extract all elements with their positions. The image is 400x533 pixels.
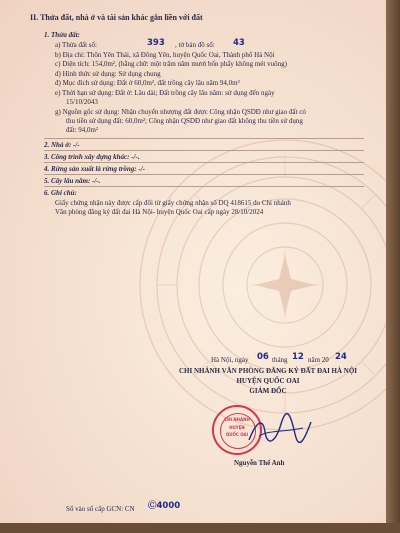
usage-term-line1: e) Thời hạn sử dụng: Đất ở: Lâu dài; Đất trồng cây lâu năm: sử dụng đến ngày bbox=[55, 89, 275, 97]
page-edge-right bbox=[386, 0, 400, 533]
notes-heading: 6. Ghi chú: bbox=[44, 189, 77, 197]
usage-origin-line3: đất: 94,0m² bbox=[66, 126, 99, 134]
other-construction-section: 3. Công trình xây dựng khác: -/-. bbox=[44, 153, 140, 161]
seal-text-line2: HUYỆN bbox=[229, 425, 245, 430]
date-day: 06 bbox=[257, 352, 269, 362]
map-sheet-value: 43 bbox=[233, 38, 245, 48]
date-year: 24 bbox=[335, 352, 347, 362]
usage-purpose: đ) Mục đích sử dụng: Đất ở 60,0m², đất trồng cây lâu năm 94,0m² bbox=[55, 79, 240, 87]
divider bbox=[44, 186, 364, 187]
issuing-office-line1: CHI NHÁNH VĂN PHÒNG ĐĂNG KÝ ĐẤT ĐAI HÀ NỘI bbox=[178, 367, 358, 375]
parcel-address: b) Địa chỉ: Thôn Yên Thái, xã Đông Yên, huyện Quốc Oai, Thành phố Hà Nội bbox=[55, 51, 275, 59]
date-month-label: tháng bbox=[272, 356, 288, 364]
planted-forest-section: 4. Rừng sản xuất là rừng trồng: -/- bbox=[44, 165, 145, 173]
registry-number-label: Số vào sổ cấp GCN: CN bbox=[66, 505, 135, 513]
map-sheet-label: , tờ bản đồ số: bbox=[175, 41, 215, 49]
land-parcel-heading: 1. Thửa đất: bbox=[44, 31, 80, 39]
parcel-number-label: a) Thửa đất số: bbox=[55, 41, 97, 49]
notes-line1: Giấy chứng nhận này được cấp đổi từ giấy chứng nhận số DQ 418615 do Chi nhánh bbox=[55, 199, 291, 207]
issuing-office-line2: HUYỆN QUỐC OAI bbox=[236, 377, 300, 385]
date-month: 12 bbox=[292, 352, 304, 362]
parcel-number-value: 393 bbox=[147, 38, 165, 48]
usage-origin-line1: g) Nguồn gốc sử dụng: Nhận chuyển nhượng đất được Công nhận QSDĐ như giao đất có bbox=[55, 108, 306, 116]
seal-text-line3: QUỐC OAI bbox=[225, 432, 249, 437]
usage-form: d) Hình thức sử dụng: Sử dụng chung bbox=[55, 70, 161, 78]
divider bbox=[44, 150, 364, 151]
date-prefix: Hà Nội, ngày bbox=[211, 356, 249, 364]
section-title: II. Thửa đất, nhà ở và tài sản khác gắn liền với đất bbox=[30, 13, 203, 22]
date-year-label: năm 20 bbox=[308, 356, 329, 364]
parcel-area: c) Diện tích: 154,0m², (bằng chữ: một trăm năm mươi bốn phẩy không mét vuông) bbox=[55, 60, 287, 68]
divider bbox=[44, 138, 364, 139]
notes-line2: Văn phòng đăng ký đất đai Hà Nội- huyện Quốc Oai cấp ngày 28/10/2024 bbox=[55, 208, 264, 216]
signer-role: GIÁM ĐỐC bbox=[249, 387, 287, 395]
divider bbox=[44, 174, 364, 175]
house-section: 2. Nhà ở: -/- bbox=[44, 141, 80, 149]
perennial-trees-section: 5. Cây lâu năm: -/-. bbox=[44, 177, 101, 185]
usage-origin-line2: thu tiền sử dụng đất: 60,0m²; Công nhận QSDĐ như giao đất không thu tiền sử dụng bbox=[66, 117, 303, 125]
signer-name: Nguyễn Thế Anh bbox=[234, 459, 285, 467]
seal-text-line1: CHI NHÁNH bbox=[224, 417, 250, 422]
signature-scribble bbox=[245, 410, 315, 450]
divider bbox=[44, 162, 364, 163]
registry-number-value: Ⓒ4000 bbox=[148, 501, 181, 511]
page-edge-bottom bbox=[0, 523, 400, 533]
usage-term-line2: 15/10/2043 bbox=[66, 98, 98, 106]
